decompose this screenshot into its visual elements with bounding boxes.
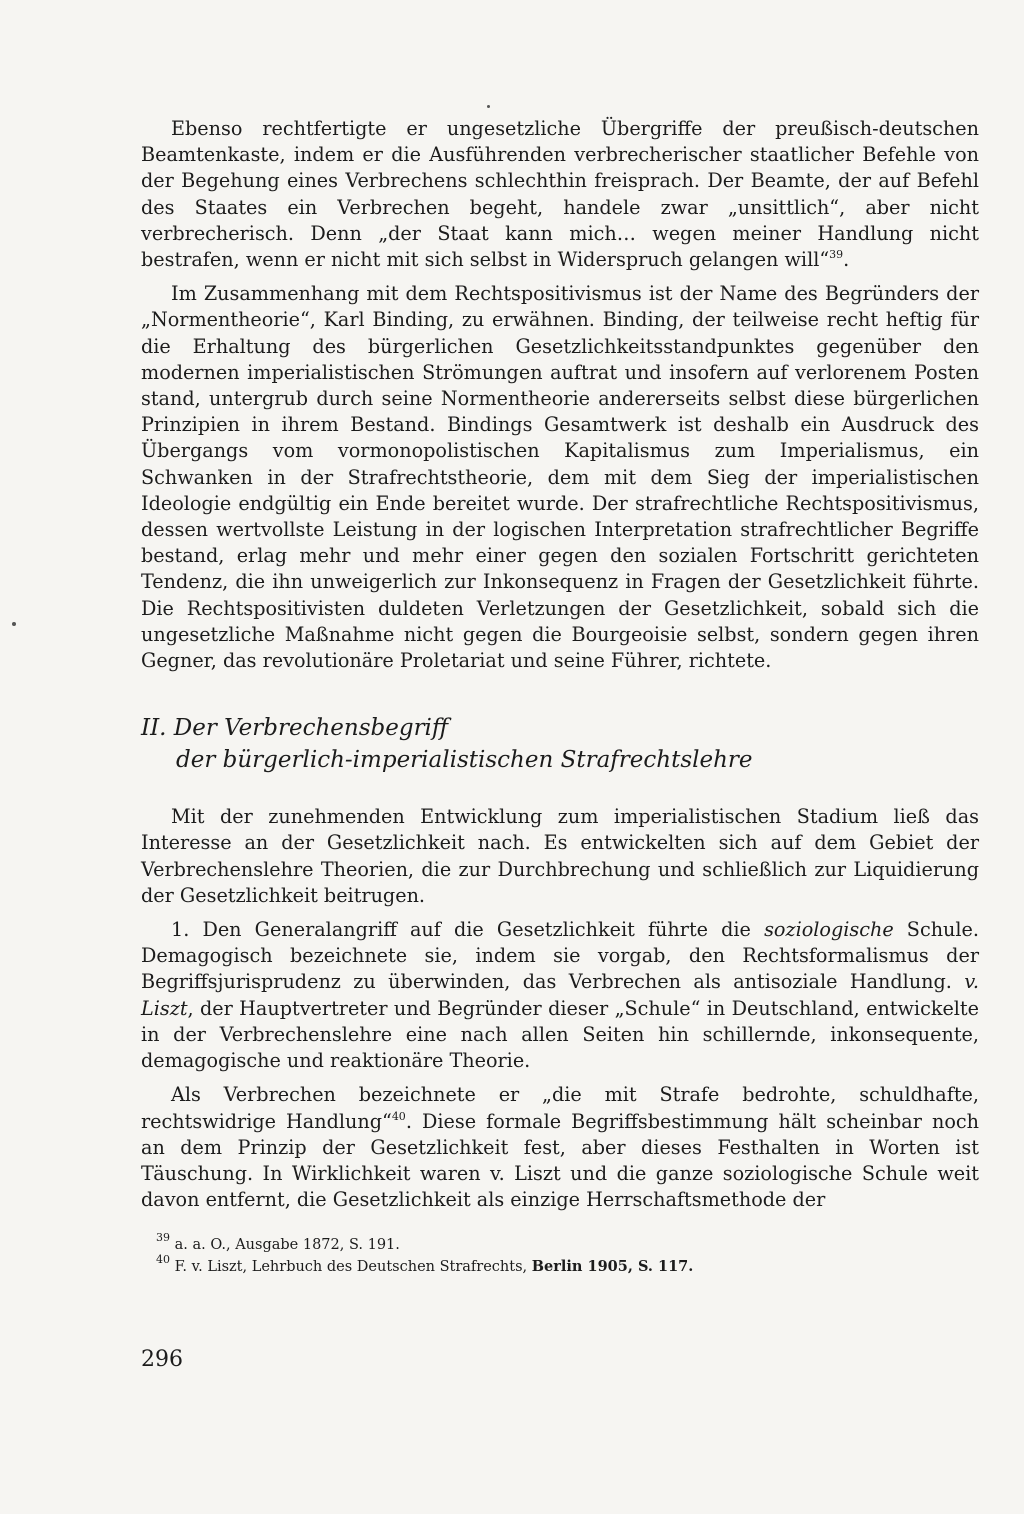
footnote-ref-40[interactable]: 40 xyxy=(391,1109,406,1123)
footnote-39-text: a. a. O., Ausgabe 1872, S. 191. xyxy=(170,1237,400,1254)
print-speck xyxy=(487,105,490,108)
section-heading-line-2: der bürgerlich-imperialistischen Strafrechtslehre xyxy=(176,747,753,774)
paragraph-4 xyxy=(141,917,979,1074)
footnote-number-40: 40 xyxy=(156,1253,170,1267)
paragraph-4-part-2: Schule. Demagogisch bezeichnete sie, indem sie vorgab, den Rechtsformalismus der Begriffsjurisprudenz zu überwinden, das Verbrechen als antisoziale Handlung. xyxy=(141,918,980,994)
paragraph-1-end: . xyxy=(843,248,850,272)
footnote-39 xyxy=(141,1231,979,1256)
footnote-40-bold: Berlin 1905, S. 117. xyxy=(531,1258,694,1276)
paragraph-4-part-1: 1. Den Generalangriff auf die Gesetzlichkeit führte die xyxy=(171,918,765,942)
paragraph-4-part-3: , der Hauptvertreter und Begründer dieser „Schule“ in Deutschland, entwickelte in der Verbrechenslehre eine nach allen Seiten hin schillernde, inkonsequente, demagogische und reaktionäre Theorie. xyxy=(141,996,979,1073)
document-page xyxy=(141,116,979,1278)
print-speck xyxy=(12,622,16,626)
paragraph-1 xyxy=(141,116,979,273)
footnote-ref-39[interactable]: 39 xyxy=(829,248,844,262)
section-heading xyxy=(141,712,979,776)
footnote-40-text: F. v. Liszt, Lehrbuch des Deutschen Strafrechts, xyxy=(170,1259,532,1276)
paragraph-5-part-1: Als Verbrechen bezeichnete er „die mit Strafe bedrohte, schuldhafte, rechtswidrige Handlung“ xyxy=(141,1083,979,1133)
paragraph-1-text: Ebenso rechtfertigte er ungesetzliche Übergriffe der preußisch-deutschen Beamtenkaste, indem er die Ausführenden verbrecherischer staatlicher Befehle von der Begehung eines Verbrechens schlechthin freisprach. Der Beamte, der auf Befehl des Staates ein Verbrechen begeht, handele zwar „unsittlich“, aber nicht verbrecherisch. Denn „der Staat kann mich… wegen meiner Handlung nicht bestrafen, wenn er nicht mit sich selbst in Widerspruch gelangen will“ xyxy=(141,117,979,272)
footnote-number-39: 39 xyxy=(156,1231,170,1245)
page-number: 296 xyxy=(141,1347,183,1372)
paragraph-5 xyxy=(141,1082,979,1213)
paragraph-4-italic-2: v. Liszt xyxy=(141,970,979,1020)
footnotes xyxy=(141,1231,979,1278)
footnote-40 xyxy=(141,1253,979,1278)
paragraph-4-italic-1: soziologische xyxy=(764,918,894,942)
paragraph-3: Mit der zunehmenden Entwicklung zum imperialistischen Stadium ließ das Interesse an der Gesetzlichkeit nach. Es entwickelten sich auf dem Gebiet der Verbrechenslehre Theorien, die zur Durchbrechung und schließlich zur Liquidierung der Gesetzlichkeit beitrugen. xyxy=(141,805,979,907)
paragraph-5-part-2: . Diese formale Begriffsbestimmung hält scheinbar noch an dem Prinzip der Gesetzlichkeit fest, aber dieses Festhalten in Worten ist Täuschung. In Wirklichkeit waren v. Liszt und die ganze soziologische Schule weit davon entfernt, die Gesetzlichkeit als einzige Herrschaftsmethode der xyxy=(141,1109,979,1212)
paragraph-2: Im Zusammenhang mit dem Rechtspositivismus ist der Name des Begründers der „Normentheorie“, Karl Binding, zu erwähnen. Binding, der teilweise recht heftig für die Erhaltung des bürgerlichen Gesetzlichkeitsstandpunktes gegenüber den modernen imperialistischen Strömungen auftrat und insofern auf verlorenem Posten stand, untergrub durch seine Normentheorie andererseits selbst diese bürgerlichen Prinzipien in ihrem Bestand. Bindings Gesamtwerk ist deshalb ein Ausdruck des Übergangs vom vormonopolistischen Kapitalismus zum Imperialismus, ein Schwanken in der Strafrechtstheorie, dem mit dem Sieg der imperialistischen Ideologie endgültig ein Ende bereitet wurde. Der strafrechtliche Rechtspositivismus, dessen wertvollste Leistung in der logischen Interpretation strafrechtlicher Begriffe bestand, erlag mehr und mehr einer gegen den sozialen Fortschritt gerichteten Tendenz, die ihn unweigerlich zur Inkonsequenz in Fragen der Gesetzlichkeit führte. Die Rechtspositivisten duldeten Verletzungen der Gesetzlichkeit, sobald sich die ungesetzliche Maßnahme nicht gegen die Bourgeoisie selbst, sondern gegen ihren Gegner, das revolutionäre Proletariat und seine Führer, richtete. xyxy=(141,282,979,673)
section-heading-line-1: II. Der Verbrechensbegriff xyxy=(141,715,449,742)
